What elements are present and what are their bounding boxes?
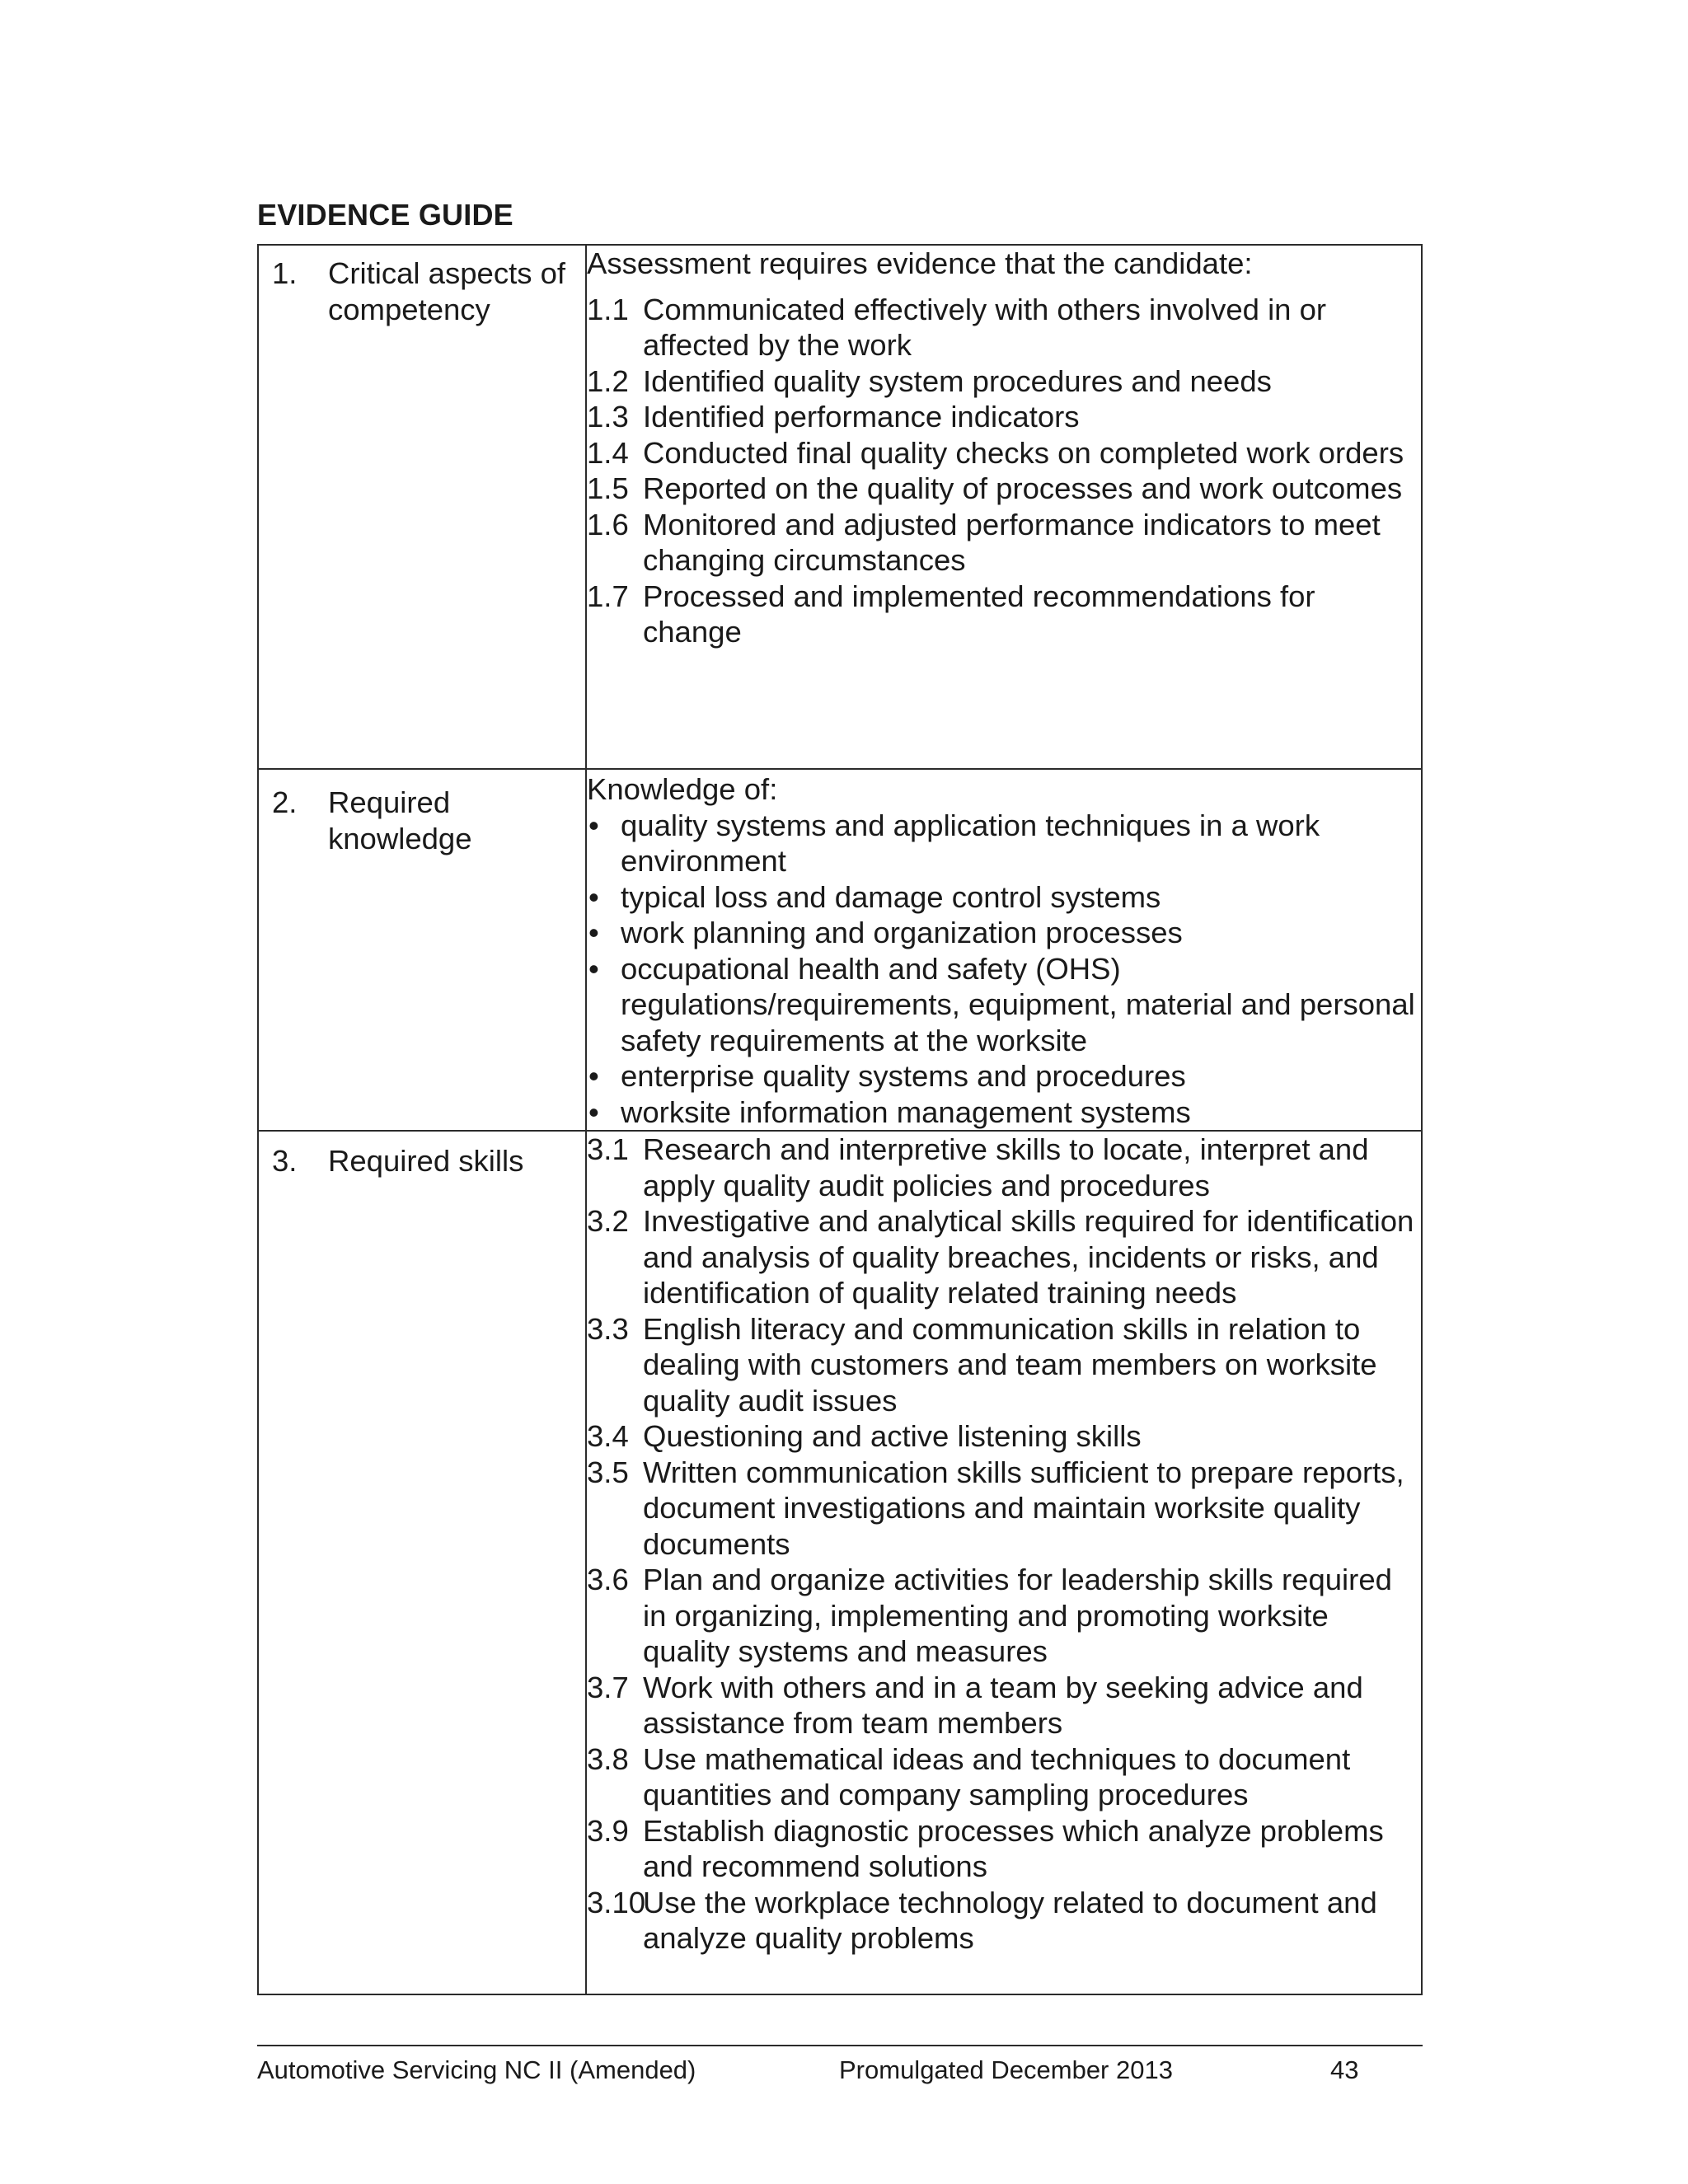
list-item <box>587 399 1421 435</box>
list-item <box>587 1813 1421 1885</box>
list-item <box>587 1132 1421 1203</box>
row-content-cell <box>586 769 1422 1131</box>
footer-title: Automotive Servicing NC II (Amended) <box>257 2055 696 2084</box>
row-label: Critical aspects of competency <box>328 256 566 326</box>
evidence-guide-table <box>257 244 1423 1995</box>
item-number: 3.3 <box>587 1311 629 1346</box>
item-text: typical loss and damage control systems <box>621 879 1161 914</box>
item-text: Use the workplace technology related to document and analyze quality problems <box>643 1885 1377 1955</box>
item-number: 3.1 <box>587 1132 629 1166</box>
bullet: • <box>588 916 599 949</box>
list-item <box>587 915 1421 951</box>
item-text: Plan and organize activities for leadership skills required in organizing, implementing and promoting worksite quality systems and measures <box>643 1563 1392 1668</box>
row-label-cell <box>258 1131 586 1994</box>
row-content-cell <box>586 1131 1422 1994</box>
item-number: 1.2 <box>587 363 629 398</box>
page-heading: EVIDENCE GUIDE <box>257 198 513 232</box>
list-item <box>587 1311 1421 1419</box>
list-item <box>587 1094 1421 1131</box>
list-item <box>587 579 1421 650</box>
item-text: Written communication skills sufficient to prepare reports, document investigations and maintain worksite quality documents <box>643 1455 1404 1561</box>
list-item <box>587 808 1421 879</box>
item-text: Conducted final quality checks on completed work orders <box>643 435 1404 470</box>
bullet: • <box>588 951 599 986</box>
item-number: 3.8 <box>587 1741 629 1776</box>
list-item <box>587 951 1421 1059</box>
item-text: work planning and organization processes <box>621 916 1183 949</box>
row-content-cell <box>586 245 1422 769</box>
item-number: 1.3 <box>587 400 629 434</box>
item-text: Investigative and analytical skills required for identification and analysis of quality breaches, incidents or risks, and identification of quality related training needs <box>643 1204 1414 1310</box>
item-number: 3.5 <box>587 1455 629 1489</box>
item-text: quality systems and application techniques in a work environment <box>621 808 1320 878</box>
row-label-cell <box>258 245 586 769</box>
item-number: 1.4 <box>587 435 629 470</box>
footer-promulgation-date: Promulgated December 2013 <box>839 2055 1173 2084</box>
item-number: 3.2 <box>587 1204 629 1238</box>
section-lead: Knowledge of: <box>587 772 778 806</box>
row-number: 3. <box>272 1144 298 1178</box>
item-text: enterprise quality systems and procedures <box>621 1059 1186 1093</box>
item-text: English literacy and communication skills in relation to dealing with customers and team members on worksite quality audit issues <box>643 1311 1377 1418</box>
row-number: 2. <box>272 785 298 819</box>
item-text: Questioning and active listening skills <box>643 1419 1142 1453</box>
item-text: worksite information management systems <box>621 1094 1191 1129</box>
row-critical-aspects <box>258 245 1422 769</box>
page-number: 43 <box>1330 2055 1359 2084</box>
item-text: occupational health and safety (OHS) regulations/requirements, equipment, material and personal safety requirements at the worksite <box>621 951 1415 1057</box>
criteria-list <box>587 292 1421 650</box>
item-number: 1.7 <box>587 579 629 613</box>
section-lead: Assessment requires evidence that the candidate: <box>587 246 1253 280</box>
list-item <box>587 1741 1421 1813</box>
item-text: Processed and implemented recommendations for change <box>643 579 1315 649</box>
item-text: Reported on the quality of processes and work outcomes <box>643 471 1403 505</box>
row-label: Required skills <box>328 1144 524 1178</box>
bullet: • <box>588 808 599 842</box>
list-item <box>587 1562 1421 1670</box>
row-label: Required knowledge <box>328 785 472 855</box>
list-item <box>587 507 1421 579</box>
bullet: • <box>588 1059 599 1093</box>
list-item <box>587 471 1421 507</box>
item-text: Establish diagnostic processes which analyze problems and recommend solutions <box>643 1813 1384 1883</box>
bullet: • <box>588 1094 599 1129</box>
item-text: Work with others and in a team by seeking advice and assistance from team members <box>643 1670 1363 1740</box>
list-item <box>587 292 1421 363</box>
row-number: 1. <box>272 256 298 290</box>
item-number: 1.5 <box>587 471 629 505</box>
footer-divider <box>257 2045 1423 2046</box>
item-number: 3.10 <box>587 1885 646 1919</box>
item-text: Communicated effectively with others involved in or affected by the work <box>643 292 1327 362</box>
item-number: 1.6 <box>587 507 629 541</box>
list-item <box>587 879 1421 916</box>
item-text: Identified performance indicators <box>643 400 1080 434</box>
row-required-skills <box>258 1131 1422 1994</box>
item-text: Monitored and adjusted performance indicators to meet changing circumstances <box>643 507 1381 577</box>
knowledge-list <box>587 808 1421 1131</box>
item-number: 3.7 <box>587 1670 629 1704</box>
item-number: 3.6 <box>587 1563 629 1596</box>
list-item <box>587 1455 1421 1563</box>
list-item <box>587 435 1421 471</box>
list-item <box>587 1885 1421 1957</box>
list-item <box>587 1203 1421 1311</box>
skills-list <box>587 1132 1421 1957</box>
item-number: 3.9 <box>587 1813 629 1848</box>
item-number: 1.1 <box>587 292 629 326</box>
list-item <box>587 363 1421 400</box>
bullet: • <box>588 879 599 914</box>
item-text: Research and interpretive skills to locate, interpret and apply quality audit policies and procedures <box>643 1132 1369 1202</box>
row-label-cell <box>258 769 586 1131</box>
list-item <box>587 1418 1421 1455</box>
list-item <box>587 1058 1421 1094</box>
item-text: Use mathematical ideas and techniques to document quantities and company sampling procedures <box>643 1741 1351 1811</box>
list-item <box>587 1670 1421 1741</box>
row-required-knowledge <box>258 769 1422 1131</box>
item-number: 3.4 <box>587 1419 629 1453</box>
item-text: Identified quality system procedures and needs <box>643 363 1272 398</box>
